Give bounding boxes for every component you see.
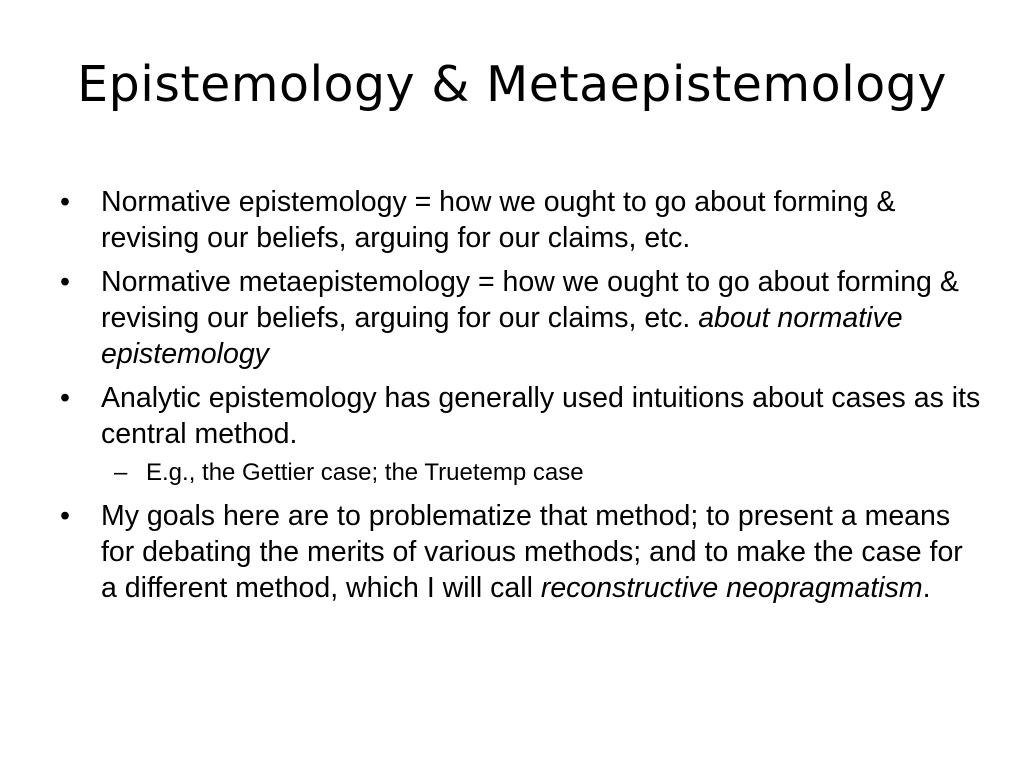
bullet-list [56,184,986,614]
bullet-emphasis: about normative epistemology [101,302,903,370]
bullet-item-2 [56,264,986,372]
bullet-marker: • [60,266,70,298]
slide-title: Epistemology & Metaepistemology [77,56,947,113]
bullet-text: Normative epistemology = how we ought to go about forming & revising our beliefs, arguing for our claims, etc. [101,186,896,254]
bullet-item-3 [56,380,986,452]
bullet-marker: • [60,186,70,218]
bullet-emphasis: reconstructive neopragmatism [540,572,923,604]
bullet-item-1 [56,184,986,256]
bullet-tail: . [922,572,931,604]
bullet-marker: • [60,382,70,414]
bullet-item-4 [56,498,986,606]
bullet-text: Analytic epistemology has generally used intuitions about cases as its central method. [101,382,981,450]
bullet-text: My goals here are to problematize that method; to present a means for debating the merits of various methods; and to make the case for a different method, which I will call [101,500,963,604]
sub-bullet-item [56,458,986,488]
bullet-marker: • [60,500,70,532]
sub-bullet-marker: – [114,459,128,486]
sub-bullet-text: E.g., the Gettier case; the Truetemp case [146,459,584,486]
bullet-text: Normative metaepistemology = how we ought to go about forming & revising our beliefs, arguing for our claims, etc. [101,266,959,334]
